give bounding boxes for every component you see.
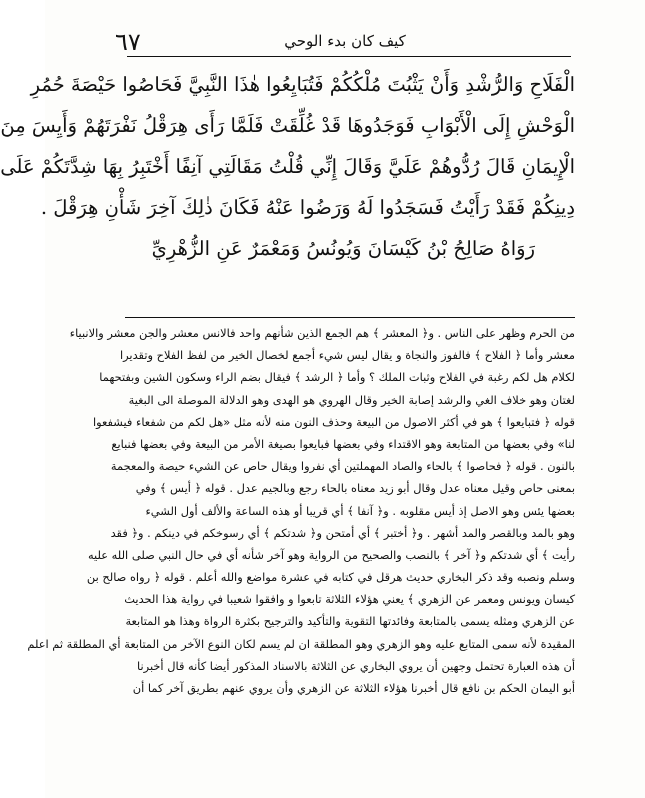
page-header [85, 28, 605, 58]
hadith-line: الْوَحْشِ إِلَى الْأَبْوَابِ فَوَجَدُوهَا قَدْ غُلِّقَتْ فَلَمَّا رَأَى هِرَقْلُ نَفْرَتَهُمْ وَأَيِسَ مِنَ [0, 114, 575, 137]
commentary-line: من الحرم وظهر على الناس . و﴿ المعشر ﴾ هم الجمع الذين شأنهم واحد فالانس معشر والجن معشر والانبياء [69, 326, 575, 340]
header-divider [127, 56, 571, 57]
page-number: ٦٧ [115, 28, 141, 56]
hadith-text [0, 64, 575, 269]
commentary-line: بالنون . قوله ﴿ فحاصوا ﴾ بالحاء والصاد المهملتين أي نفروا ويقال حاص عن الشيء حيصة والمعجمة [110, 459, 575, 474]
commentary-text [27, 322, 575, 699]
commentary-line: وهو بالمد وبالقصر والمد أشهر . و﴿ أختبر ﴾ أي أمتحن و﴿ شدتكم ﴾ أي رسوخكم في دينكم . و﴿ فقد [110, 525, 575, 540]
commentary-line: قوله ﴿ فتبايعوا ﴾ هو في أكثر الاصول من البيعة وحذف النون منه لأنه مثل «هل لكم من شفعاء فيشفعوا [93, 414, 575, 429]
commentary-line: وسلم ونصبه وقد ذكر البخاري حديث هرقل في كتابه في عشرة مواضع والله أعلم . قوله ﴿ رواه صالح بن [86, 570, 575, 585]
riwaya-line: رَوَاهُ صَالِحُ بْنُ كَيْسَانَ وَيُونُسُ وَمَعْمَرٌ عَنِ الزُّهْرِيِّ [151, 237, 535, 260]
commentary-line: لنا» وفي بعضها من المتابعة وهو الاقتداء وفي بعضها فبايعوا بصيغة الأمر من البيعة وفي بعضها فنبايع [111, 436, 575, 451]
commentary-line: بعضها يئس وهو الاصل إذ أيس مقلوبه . و﴿ آنفا ﴾ أي قريبا أو هذه الساعة والألف أول الشيء [145, 503, 575, 518]
commentary-line: رأيت ﴾ أي شدتكم و﴿ آخر ﴾ بالنصب والصحيح من الرواية وهو آخر شأنه أي في حال النبي صلى الله عليه [87, 547, 575, 562]
commentary-line: لغتان وهو خلاف الغي والرشد إصابة الخير وقال الهروي هو الهدى وهو الدلالة الموصلة الى البغية [128, 392, 575, 407]
commentary-line: معشر وأما ﴿ الفلاح ﴾ فالفوز والنجاة و يقال ليس شيء أجمع لخصال الخير من لفظ الفلاح وتقديرا [119, 348, 575, 363]
running-title: كيف كان بدء الوحي [284, 32, 406, 50]
hadith-line: الْفَلَاحِ وَالرُّشْدِ وَأَنْ يَثْبُتَ مُلْكُكُمْ فَتُبَايِعُوا هٰذَا النَّبِيَّ فَحَاصُوا حَيْصَةَ حُمُرِ [30, 73, 575, 96]
commentary-line: المقيدة لأنه سمى المتابع عليه وهو الزهري وهو المطلقة ان لم يسم لكان النوع الآخر من المتابعة أي المطلقة ثم اعلم [27, 636, 575, 651]
commentary-line: أبو اليمان الحكم بن نافع قال أخبرنا هؤلاء الثلاثة عن الزهري وأن يروي عنهم بطريق آخر كما أن [132, 681, 575, 695]
hadith-line: الْإِيمَانِ قَالَ رُدُّوهُمْ عَلَيَّ وَقَالَ إِنِّي قُلْتُ مَقَالَتِي آنِفًا أَخْتَبِرُ بِهَا شِدَّتَكُمْ عَلَى [0, 155, 575, 178]
commentary-line: أن هذه العبارة تحتمل وجهين أن يروي البخاري عن الثلاثة بالاسناد المذكور أيضا كأنه قال أخبرنا [137, 658, 575, 673]
commentary-line: بمعنى حاص وقيل معناه عدل وقال أبو زيد معناه بالحاء رجع وبالجيم عدل . قوله ﴿ أيس ﴾ وفي [135, 481, 575, 496]
hadith-line: دِينِكُمْ فَقَدْ رَأَيْتُ فَسَجَدُوا لَهُ وَرَضُوا عَنْهُ فَكَانَ ذٰلِكَ آخِرَ شَأْنِ هِرَقْلَ . [40, 196, 575, 219]
text-commentary-divider [125, 317, 575, 318]
commentary-line: عن الزهري ومثله يسمى بالمتابعة وفائدتها التقوية والتأكيد والترجيح بكثرة الرواة وهذا هو المتابعة [125, 614, 575, 629]
commentary-line: كيسان ويونس ومعمر عن الزهري ﴾ يعني هؤلاء الثلاثة تابعوا و وافقوا شعيبا في رواية هذا الحديث [124, 592, 575, 607]
commentary-line: لكلام هل لكم رغبة في الفلاح وثبات الملك ؟ وأما ﴿ الرشد ﴾ فيقال بضم الراء وسكون الشين وبفتحهما [99, 370, 575, 385]
